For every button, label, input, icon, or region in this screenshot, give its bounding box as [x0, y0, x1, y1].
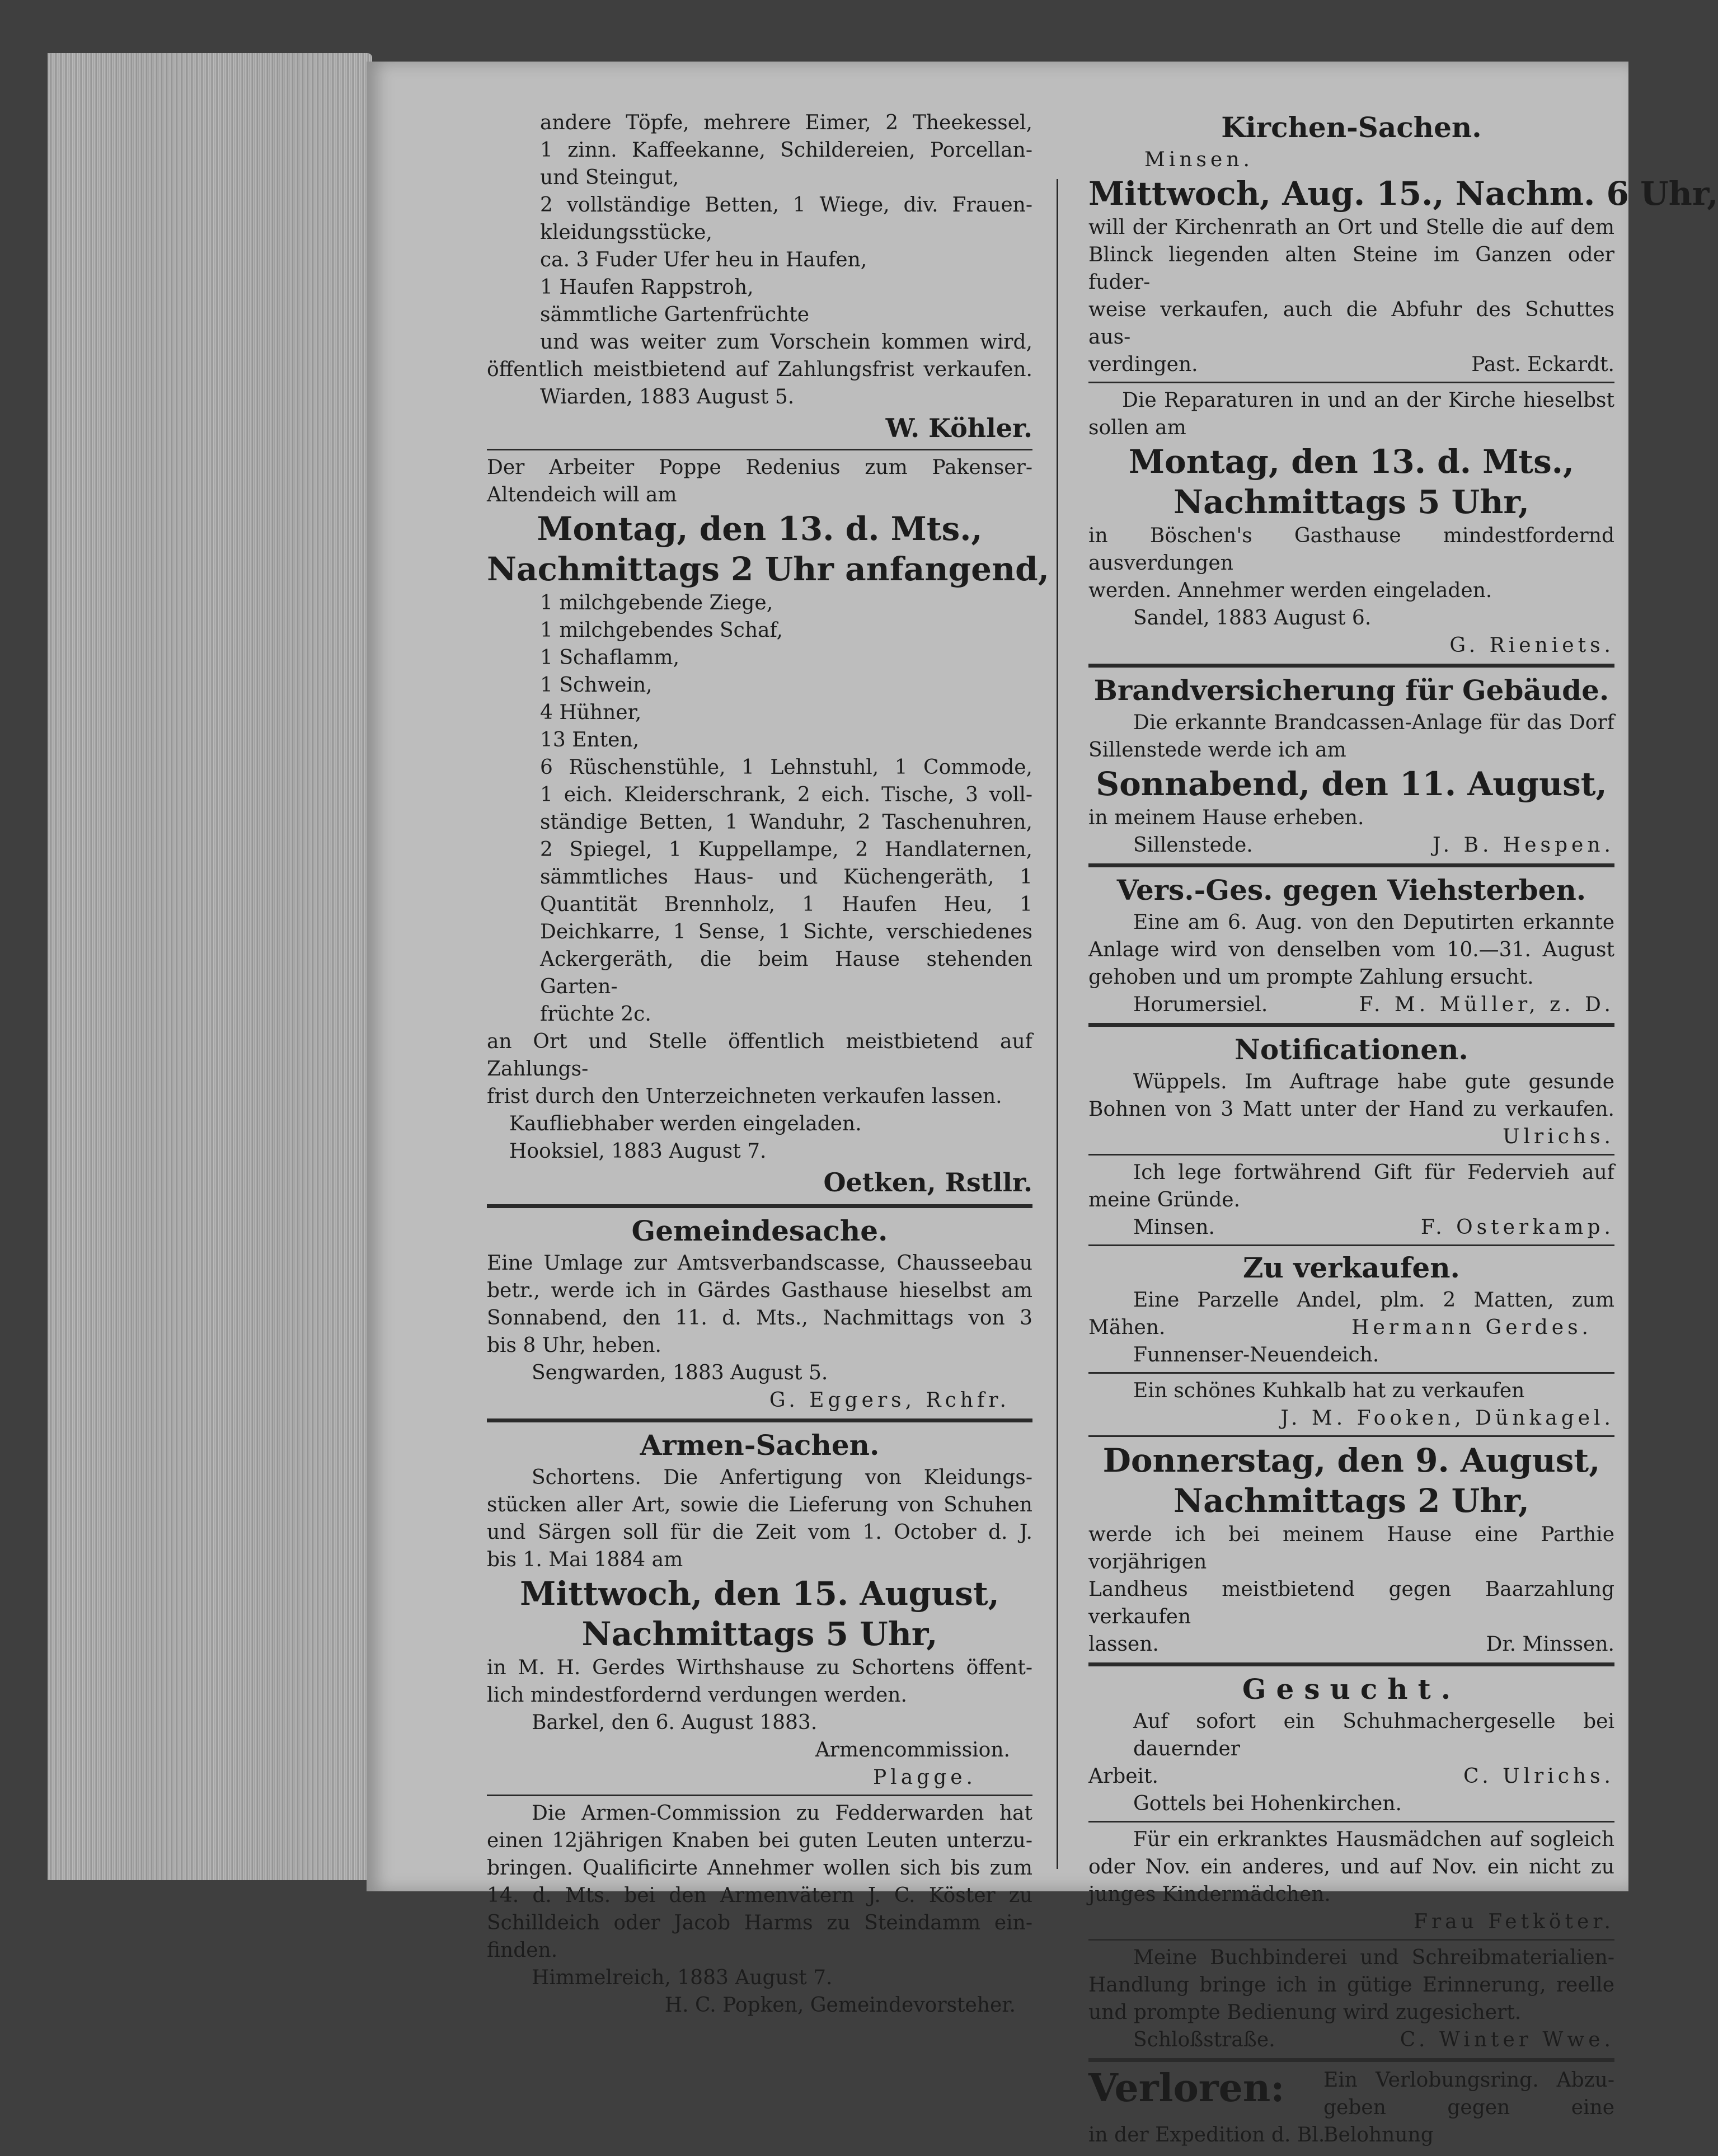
text-line: und Särgen soll für die Zeit vom 1. October d. J. — [487, 1521, 1032, 1544]
item-line: 2 Spiegel, 1 Kuppellampe, 2 Handlaternen, — [540, 838, 1032, 861]
notificationen — [1088, 1031, 1614, 1150]
text-line: bringen. Qualificirte Annehmer wollen sich bis zum — [487, 1857, 1032, 1880]
text-line: Ein schönes Kuhkalb hat zu verkaufen — [1133, 1379, 1525, 1402]
text-line: Eine Umlage zur Amtsverbandscasse, Chausseebau — [487, 1252, 1032, 1275]
time-heading: Nachmittags 5 Uhr, — [581, 1615, 938, 1653]
left-column — [487, 109, 1049, 2019]
text-left: Arbeit. — [1088, 1765, 1158, 1788]
text-left: verdingen. — [1088, 353, 1198, 376]
separator-rule — [1088, 1662, 1614, 1666]
text-line: Himmelreich, 1883 August 7. — [532, 1966, 833, 1989]
date-heading: Sonnabend, den 11. August, — [1096, 765, 1607, 803]
verloren-heading: Verloren: — [1088, 2066, 1285, 2111]
text-line: geben gegen eine Belohnung — [1323, 2096, 1614, 2146]
item-line: 1 milchgebende Ziege, — [540, 591, 773, 614]
text-line: in der Expedition d. Bl. — [1088, 2124, 1325, 2146]
place-name: Gottels bei Hohenkirchen. — [1133, 1792, 1402, 1815]
signature: C. Ulrichs. — [1463, 1765, 1614, 1788]
text-line: Eine am 6. Aug. von den Deputirten erkannte — [1133, 911, 1614, 934]
signature: J. B. Hespen. — [1432, 834, 1614, 857]
text-line: 1 Haufen Rappstroh, — [540, 276, 754, 299]
signature: Ulrichs. — [1503, 1125, 1614, 1148]
text-line — [1088, 991, 1614, 1018]
text-line: und was weiter zum Vorschein kommen wird, — [540, 331, 1032, 354]
separator-rule — [1088, 863, 1614, 867]
separator-rule — [1088, 1023, 1614, 1027]
text-line: Meine Buchbinderei und Schreibmaterialien- — [1133, 1946, 1614, 1969]
text-left: Minsen. — [1133, 1216, 1215, 1239]
text-left: lassen. — [1088, 1633, 1159, 1656]
brandversicherung — [1088, 672, 1614, 859]
text-line: Die Armen-Commission zu Fedderwarden hat — [532, 1802, 1032, 1825]
text-line: an Ort und Stelle öffentlich meistbietend auf Zahlungs- — [487, 1030, 1032, 1081]
text-line: lich mindestfordernd verdungen werden. — [487, 1684, 907, 1707]
signature: Plagge. — [872, 1766, 977, 1789]
signature: Frau Fetköter. — [1413, 1910, 1614, 1933]
reparaturen-kirche — [1088, 387, 1614, 659]
text-line: werde ich bei meinem Hause eine Parthie vorjährigen — [1088, 1523, 1614, 1573]
text-line: Auf sofort ein Schuhmachergeselle bei dauernder — [1133, 1710, 1614, 1760]
text-line: oder Nov. ein anderes, und auf Nov. ein nicht zu — [1088, 1856, 1614, 1878]
separator-rule — [1088, 1939, 1614, 1941]
signature: H. C. Popken, Gemeindevorsteher. — [664, 1994, 1016, 2017]
separator-rule — [487, 1795, 1032, 1796]
right-column — [1088, 109, 1718, 2156]
text-line — [1088, 2026, 1614, 2054]
text-line: Sonnabend, den 11. d. Mts., Nachmittags von 3 — [487, 1307, 1032, 1330]
text-line: frist durch den Unterzeichneten verkaufen lassen. — [487, 1085, 1002, 1108]
buchbinderei — [1088, 1944, 1614, 2054]
time-heading: Nachmittags 2 Uhr, — [1174, 1482, 1529, 1520]
landheu-verkauf — [1088, 1440, 1614, 1658]
text-line — [1088, 1763, 1614, 1790]
text-line: Schilldeich oder Jacob Harms zu Steindamm ein- — [487, 1911, 1032, 1934]
date-heading: Donnerstag, den 9. August, — [1102, 1441, 1600, 1479]
text-line: andere Töpfe, mehrere Eimer, 2 Theekessel, — [540, 111, 1032, 134]
item-line: 1 eich. Kleiderschrank, 2 eich. Tische, 3 voll- — [540, 783, 1032, 806]
signature: Armencommission. — [815, 1739, 1010, 1762]
separator-rule — [1088, 1244, 1614, 1246]
zu-verkaufen — [1088, 1250, 1614, 1369]
signature: F. Osterkamp. — [1420, 1216, 1614, 1239]
text-line: Sengwarden, 1883 August 5. — [532, 1361, 828, 1384]
section-heading: Gesucht. — [1242, 1673, 1461, 1706]
item-line: Deichkarre, 1 Sense, 1 Sichte, verschiedenes — [540, 920, 1032, 943]
text-line: Der Arbeiter Poppe Redenius zum Pakenser- — [487, 456, 1032, 479]
date-heading: Montag, den 13. d. Mts., — [1128, 443, 1575, 481]
item-line: 4 Hühner, — [540, 701, 642, 724]
text-line: in M. H. Gerdes Wirthshause zu Schortens öffent- — [487, 1656, 1032, 1679]
gemeindesache — [487, 1213, 1032, 1414]
text-line: bis 8 Uhr, heben. — [487, 1334, 661, 1357]
text-line: Barkel, den 6. August 1883. — [532, 1711, 818, 1734]
text-line: 14. d. Mts. bei den Armenvätern J. C. Köster zu — [487, 1884, 1032, 1907]
text-line: Sillenstede werde ich am — [1088, 739, 1346, 762]
text-line: sämmtliche Gartenfrüchte — [540, 303, 810, 326]
gesucht — [1088, 1671, 1614, 1817]
text-line — [1088, 1631, 1614, 1658]
text-left: Sillenstede. — [1133, 834, 1253, 857]
text-line — [1088, 832, 1614, 859]
item-line: 6 Rüschenstühle, 1 Lehnstuhl, 1 Commode, — [540, 756, 1032, 779]
text-left: Mähen. — [1088, 1316, 1166, 1339]
kuhkalb — [1088, 1377, 1614, 1432]
text-line: kleidungsstücke, — [540, 221, 712, 244]
hausmaedchen — [1088, 1826, 1614, 1936]
item-line: Ackergeräth, die beim Hause stehenden Garten- — [540, 948, 1032, 998]
text-line: Handlung bringe ich in gütige Erinnerung, reelle — [1088, 1974, 1614, 1997]
date-heading: Montag, den 13. d. Mts., — [537, 510, 983, 548]
text-line: weise verkaufen, auch die Abfuhr des Schuttes aus- — [1088, 298, 1614, 349]
text-line: Kaufliebhaber werden eingeladen. — [509, 1112, 862, 1135]
text-line: Schortens. Die Anfertigung von Kleidungs- — [532, 1466, 1032, 1489]
separator-rule — [1088, 1372, 1614, 1374]
signature: J. M. Fooken, Dünkagel. — [1280, 1407, 1614, 1430]
text-line: in Böschen's Gasthause mindestfordernd ausverdungen — [1088, 524, 1614, 575]
section-heading: Zu verkaufen. — [1243, 1251, 1460, 1284]
signature: G. Eggers, Rchfr. — [769, 1389, 1010, 1412]
text-line: und prompte Bedienung wird zugesichert. — [1088, 2001, 1522, 2024]
text-line — [1088, 1314, 1614, 1341]
text-line: Anlage wird von denselben vom 10.—31. August — [1088, 938, 1614, 961]
separator-rule — [1088, 2058, 1614, 2062]
viehsterben — [1088, 872, 1614, 1018]
text-line: in meinem Hause erheben. — [1088, 806, 1364, 829]
date-heading: Mittwoch, Aug. 15., Nachm. 6 Uhr, — [1088, 175, 1718, 213]
text-line: Sandel, 1883 August 6. — [1133, 607, 1372, 630]
separator-rule — [1088, 664, 1614, 668]
section-heading: Brandversicherung für Gebäude. — [1093, 674, 1609, 707]
text-line: und Steingut, — [540, 166, 679, 189]
signature: C. Winter Wwe. — [1400, 2028, 1614, 2051]
time-heading: Nachmittags 2 Uhr anfangend, — [487, 550, 1049, 588]
armen-sachen — [487, 1427, 1032, 1791]
separator-rule — [1088, 1435, 1614, 1437]
signature: G. Rieniets. — [1449, 634, 1614, 657]
text-line: stücken aller Art, sowie die Lieferung von Schuhen — [487, 1493, 1032, 1516]
text-line: betr., werde ich in Gärdes Gasthause hieselbst am — [487, 1279, 1032, 1302]
separator-rule — [487, 1204, 1032, 1208]
section-heading: Vers.-Ges. gegen Viehsterben. — [1116, 873, 1586, 906]
auction-koehler — [487, 109, 1032, 445]
signature: Past. Eckardt. — [1471, 353, 1614, 376]
item-line: 13 Enten, — [540, 729, 640, 751]
text-line — [1088, 351, 1614, 378]
section-heading: Kirchen-Sachen. — [1221, 111, 1482, 144]
text-line: sollen am — [1088, 416, 1186, 439]
item-line: sämmtliches Haus- und Küchengeräth, 1 — [540, 866, 1032, 889]
text-line: meine Gründe. — [1088, 1189, 1241, 1211]
text-line: finden. — [487, 1939, 558, 1962]
auction-redenius — [487, 454, 1049, 1200]
text-line: Bohnen von 3 Matt unter der Hand zu verkaufen. — [1088, 1098, 1614, 1121]
signature: Dr. Minssen. — [1486, 1633, 1614, 1656]
text-line: ca. 3 Fuder Ufer heu in Haufen, — [540, 248, 867, 271]
text-line: öffentlich meistbietend auf Zahlungsfrist verkaufen. — [487, 358, 1032, 381]
text-left: Schloßstraße. — [1133, 2028, 1275, 2051]
text-line: will der Kirchenrath an Ort und Stelle die auf dem — [1088, 216, 1614, 239]
text-line: 2 vollständige Betten, 1 Wiege, div. Frauen- — [540, 194, 1032, 217]
item-line: ständige Betten, 1 Wanduhr, 2 Taschenuhren, — [540, 811, 1032, 834]
date-heading: Mittwoch, den 15. August, — [520, 1575, 999, 1613]
text-line: Die Reparaturen in und an der Kirche hieselbst — [1122, 389, 1614, 412]
section-heading: Armen-Sachen. — [640, 1429, 880, 1462]
text-line: Wiarden, 1883 August 5. — [540, 386, 795, 408]
separator-rule — [487, 1418, 1032, 1422]
text-line: Die erkannte Brandcassen-Anlage für das Dorf — [1133, 711, 1614, 734]
gift-federvieh — [1088, 1159, 1614, 1241]
text-line: Eine Parzelle Andel, plm. 2 Matten, zum — [1133, 1289, 1614, 1312]
separator-rule — [1088, 1154, 1614, 1155]
place-name: Funnenser-Neuendeich. — [1133, 1344, 1379, 1366]
item-line: 1 milchgebendes Schaf, — [540, 619, 783, 642]
column-divider — [1057, 179, 1058, 1869]
text-line: Ich lege fortwährend Gift für Federvieh auf — [1133, 1161, 1614, 1184]
separator-rule — [487, 449, 1032, 450]
signature: Oetken, Rstllr. — [823, 1167, 1032, 1197]
text-line: junges Kindermädchen. — [1088, 1883, 1331, 1906]
text-line: 1 zinn. Kaffeekanne, Schildereien, Porcellan- — [540, 139, 1032, 162]
item-line: früchte 2c. — [540, 1003, 651, 1026]
text-line: gehoben und um prompte Zahlung ersucht. — [1088, 966, 1534, 989]
kirchen-sachen — [1088, 109, 1718, 378]
text-line: Ein Verlobungsring. Abzu- — [1323, 2069, 1614, 2092]
section-heading: Notificationen. — [1234, 1033, 1468, 1066]
text-left: Horumersiel. — [1133, 993, 1268, 1016]
separator-rule — [1088, 1821, 1614, 1822]
signature: W. Köhler. — [885, 413, 1032, 443]
item-line: 1 Schaflamm, — [540, 646, 680, 669]
text-line: einen 12jährigen Knaben bei guten Leuten unterzu- — [487, 1829, 1032, 1852]
place-name: Minsen. — [1144, 148, 1254, 171]
text-line: Wüppels. Im Auftrage habe gute gesunde — [1133, 1070, 1614, 1093]
text-line: Landheus meistbietend gegen Baarzahlung verkaufen — [1088, 1578, 1614, 1628]
page-edges — [48, 53, 372, 1880]
text-line: Blinck liegenden alten Steine im Ganzen oder fuder- — [1088, 243, 1614, 294]
text-line: Hooksiel, 1883 August 7. — [509, 1140, 767, 1163]
separator-rule — [1088, 382, 1614, 383]
signature: F. M. Müller, z. D. — [1359, 993, 1614, 1016]
signature: Hermann Gerdes. — [1351, 1316, 1592, 1339]
text-line: bis 1. Mai 1884 am — [487, 1548, 683, 1571]
item-line: 1 Schwein, — [540, 674, 653, 697]
verloren — [1088, 2066, 1614, 2156]
text-line — [1088, 1214, 1614, 1241]
section-heading: Gemeindesache. — [631, 1214, 888, 1247]
armen-commission-fedderwarden — [487, 1800, 1032, 2019]
text-line: werden. Annehmer werden eingeladen. — [1088, 579, 1492, 602]
time-heading: Nachmittags 5 Uhr, — [1174, 483, 1529, 521]
text-line: Für ein erkranktes Hausmädchen auf sogleich — [1133, 1828, 1614, 1851]
text-line: Altendeich will am — [487, 483, 677, 506]
item-line: Quantität Brennholz, 1 Haufen Heu, 1 — [540, 893, 1032, 916]
